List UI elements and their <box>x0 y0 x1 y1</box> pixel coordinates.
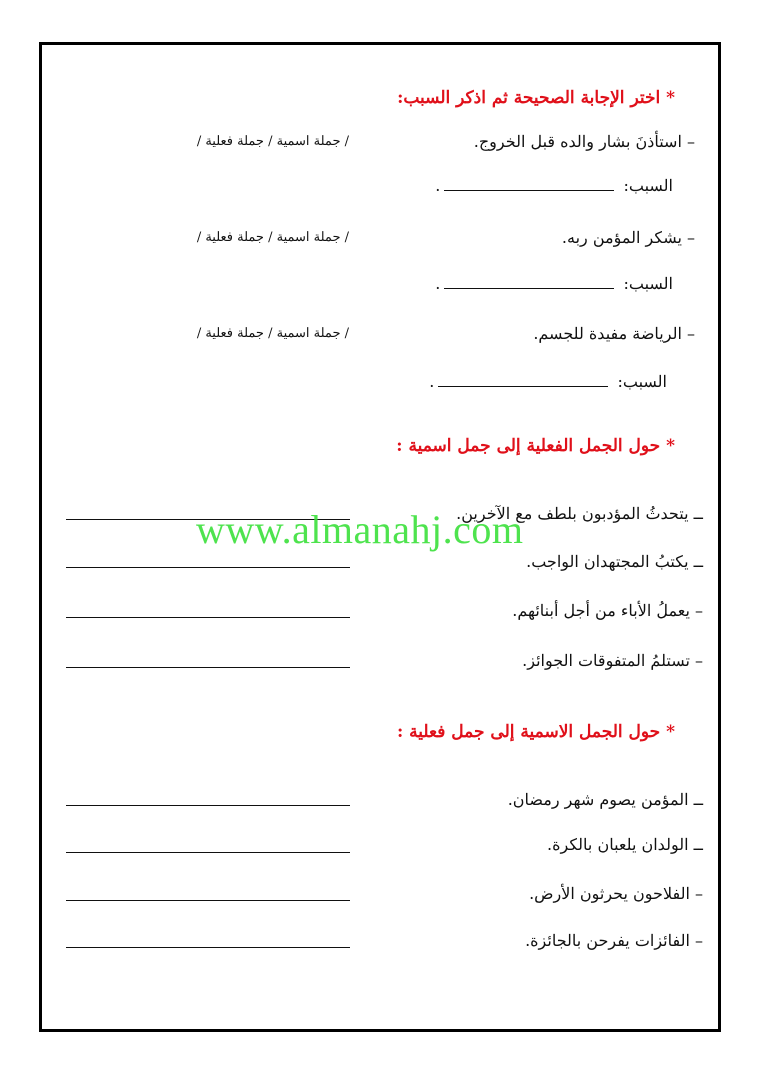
s1-choices-3: / جملة اسمية / جملة فعلية / <box>196 326 349 341</box>
reason-label: السبب: <box>617 372 667 391</box>
reason-end: . <box>435 176 441 195</box>
s2-sentence-3: – يعملُ الأباء من أجل أبنائهم. <box>512 601 703 620</box>
s1-choices-2: / جملة اسمية / جملة فعلية / <box>196 230 349 245</box>
s3-answer-line-1[interactable] <box>66 805 350 806</box>
watermark: www.almanahj.com <box>196 507 524 552</box>
reason-label: السبب: <box>623 176 673 195</box>
reason-end: . <box>435 274 441 293</box>
s1-sentence-3: – الرياضة مفيدة للجسم. <box>533 324 695 343</box>
section3-heading: * حول الجمل الاسمية إلى جمل فعلية : <box>396 722 675 742</box>
s3-sentence-2: ــ الولدان يلعبان بالكرة. <box>547 835 703 854</box>
s1-reason-3 <box>429 372 667 391</box>
reason-answer-line[interactable] <box>444 176 614 191</box>
s3-sentence-4: – الفائزات يفرحن بالجائزة. <box>525 931 703 950</box>
reason-end: . <box>429 372 435 391</box>
reason-label: السبب: <box>623 274 673 293</box>
s2-sentence-1: ــ يتحدثُ المؤدبون بلطف مع الآخرين. <box>456 504 703 523</box>
reason-answer-line[interactable] <box>444 274 614 289</box>
s3-answer-line-3[interactable] <box>66 900 350 901</box>
s2-answer-line-2[interactable] <box>66 567 350 568</box>
s2-sentence-4: – تستلمُ المتفوقات الجوائز. <box>522 651 703 670</box>
s1-choices-1: / جملة اسمية / جملة فعلية / <box>196 134 349 149</box>
s3-sentence-1: ــ المؤمن يصوم شهر رمضان. <box>507 790 703 809</box>
s1-sentence-2: – يشكر المؤمن ربه. <box>561 228 695 247</box>
section1-heading: * اختر الإجابة الصحيحة ثم اذكر السبب: <box>397 88 675 108</box>
section2-heading: * حول الجمل الفعلية إلى جمل اسمية : <box>396 436 675 456</box>
s3-answer-line-2[interactable] <box>66 852 350 853</box>
s1-reason-1 <box>435 176 673 195</box>
s2-answer-line-3[interactable] <box>66 617 350 618</box>
s1-sentence-1: – استأذنَ بشار والده قبل الخروج. <box>473 132 695 151</box>
reason-answer-line[interactable] <box>438 372 608 387</box>
s2-answer-line-4[interactable] <box>66 667 350 668</box>
s1-reason-2 <box>435 274 673 293</box>
s3-sentence-3: – الفلاحون يحرثون الأرض. <box>529 884 703 903</box>
s3-answer-line-4[interactable] <box>66 947 350 948</box>
s2-sentence-2: ــ يكتبُ المجتهدان الواجب. <box>526 552 703 571</box>
